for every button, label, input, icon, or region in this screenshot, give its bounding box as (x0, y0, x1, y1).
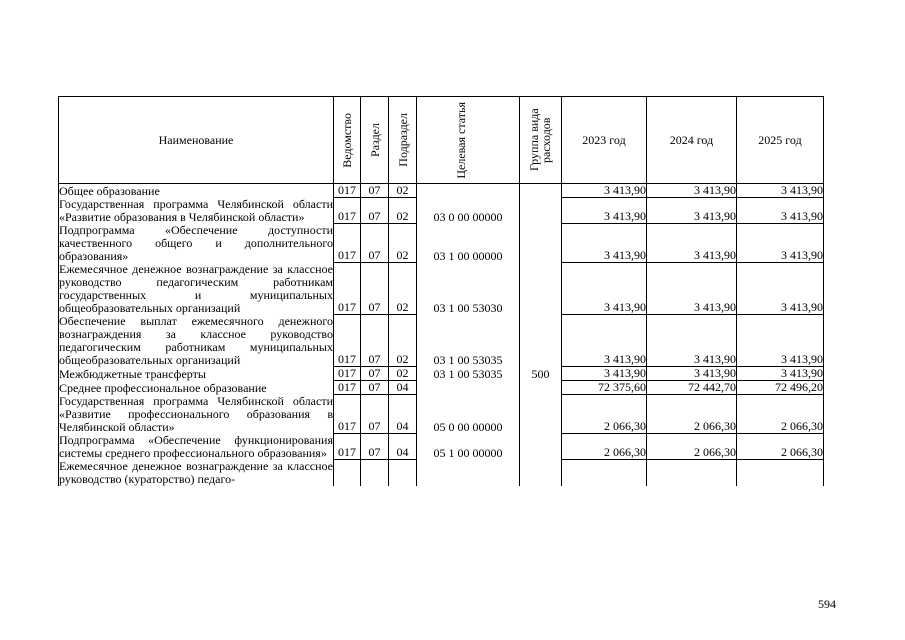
cell-podrazdel: 02 (389, 224, 417, 263)
cell-podrazdel: 02 (389, 184, 417, 198)
cell-2023: 2 066,30 (562, 434, 647, 460)
cell-2025: 3 413,90 (737, 184, 824, 198)
cell-2023: 72 375,60 (562, 381, 647, 395)
cell-target-article (417, 460, 520, 486)
header-target-article: Целевая статья (417, 97, 520, 184)
header-year-2024: 2024 год (647, 97, 737, 184)
cell-razdel: 07 (361, 381, 389, 395)
cell-expense-group: 500 (520, 367, 562, 381)
cell-expense-group (520, 224, 562, 263)
cell-name: Ежемесячное денежное вознаграждение за классное руководство (кураторство) педаго- (59, 458, 333, 486)
page-number: 594 (818, 597, 836, 611)
cell-vedomstvo: 017 (334, 367, 361, 381)
cell-2025: 3 413,90 (737, 224, 824, 263)
cell-2023 (562, 460, 647, 486)
cell-vedomstvo: 017 (334, 198, 361, 224)
cell-podrazdel (389, 460, 417, 486)
cell-name: Государственная программа Челябинской области «Развитие профессионального образования в Челябинской области» (59, 393, 333, 434)
cell-vedomstvo: 017 (334, 434, 361, 460)
cell-2023: 3 413,90 (562, 263, 647, 315)
cell-podrazdel: 02 (389, 198, 417, 224)
cell-2024: 3 413,90 (647, 367, 737, 381)
cell-razdel: 07 (361, 224, 389, 263)
cell-2025 (737, 460, 824, 486)
cell-expense-group (520, 263, 562, 315)
cell-target-article: 05 1 00 00000 (417, 434, 520, 460)
cell-target-article: 03 0 00 00000 (417, 198, 520, 224)
cell-2024: 72 442,70 (647, 381, 737, 395)
cell-2025: 3 413,90 (737, 198, 824, 224)
cell-target-article: 03 1 00 53035 (417, 367, 520, 381)
table-row (59, 395, 824, 434)
table-row (59, 315, 824, 367)
cell-2023: 3 413,90 (562, 198, 647, 224)
cell-razdel: 07 (361, 315, 389, 367)
table-row (59, 381, 824, 395)
cell-2025: 3 413,90 (737, 315, 824, 367)
header-year-2023: 2023 год (562, 97, 647, 184)
cell-razdel: 07 (361, 367, 389, 381)
cell-2025: 2 066,30 (737, 434, 824, 460)
table-row (59, 184, 824, 198)
cell-name: Государственная программа Челябинской области «Развитие образования в Челябинской области» (59, 196, 333, 224)
cell-name: Общее образование (59, 184, 334, 198)
cell-podrazdel: 04 (389, 395, 417, 434)
cell-target-article (417, 184, 520, 198)
cell-vedomstvo: 017 (334, 224, 361, 263)
cell-name: Подпрограмма «Обеспечение доступности качественного общего и дополнительного образования» (59, 222, 333, 263)
cell-razdel (361, 460, 389, 486)
cell-2023: 2 066,30 (562, 395, 647, 434)
cell-razdel: 07 (361, 263, 389, 315)
cell-vedomstvo: 017 (334, 315, 361, 367)
table-row (59, 224, 824, 263)
cell-razdel: 07 (361, 395, 389, 434)
cell-target-article (417, 381, 520, 395)
cell-razdel: 07 (361, 184, 389, 198)
cell-2024: 2 066,30 (647, 395, 737, 434)
cell-podrazdel: 02 (389, 263, 417, 315)
cell-expense-group (520, 315, 562, 367)
cell-2024 (647, 460, 737, 486)
table-row (59, 367, 824, 381)
table-row (59, 198, 824, 224)
cell-vedomstvo (334, 460, 361, 486)
cell-podrazdel: 04 (389, 434, 417, 460)
cell-2024: 3 413,90 (647, 198, 737, 224)
cell-2023: 3 413,90 (562, 367, 647, 381)
cell-vedomstvo: 017 (334, 381, 361, 395)
cell-2025: 3 413,90 (737, 367, 824, 381)
header-vedomstvo: Ведомство (334, 97, 361, 184)
cell-2024: 3 413,90 (647, 224, 737, 263)
cell-target-article: 03 1 00 00000 (417, 224, 520, 263)
cell-2024: 3 413,90 (647, 184, 737, 198)
cell-2024: 2 066,30 (647, 434, 737, 460)
cell-razdel: 07 (361, 434, 389, 460)
cell-2023: 3 413,90 (562, 184, 647, 198)
cell-expense-group (520, 395, 562, 434)
cell-target-article: 03 1 00 53030 (417, 263, 520, 315)
cell-name: Подпрограмма «Обеспечение функционирования системы среднего профессионального образования» (59, 432, 333, 460)
cell-2023: 3 413,90 (562, 315, 647, 367)
header-podrazdel: Подраздел (389, 97, 417, 184)
header-year-2025: 2025 год (737, 97, 824, 184)
table-row (59, 263, 824, 315)
cell-2025: 2 066,30 (737, 395, 824, 434)
cell-expense-group (520, 460, 562, 486)
header-row (59, 97, 824, 184)
cell-target-article: 05 0 00 00000 (417, 395, 520, 434)
cell-2024: 3 413,90 (647, 263, 737, 315)
cell-razdel: 07 (361, 198, 389, 224)
header-expense-group: Группа вида расходов (520, 97, 562, 184)
cell-name: Обеспечение выплат ежемесячного денежного вознаграждения за классное руководство педагогическим работникам муниципальных общеобразовательных организаций (59, 313, 333, 367)
cell-2023: 3 413,90 (562, 224, 647, 263)
cell-expense-group (520, 381, 562, 395)
cell-expense-group (520, 184, 562, 198)
cell-podrazdel: 02 (389, 315, 417, 367)
cell-2025: 72 496,20 (737, 381, 824, 395)
cell-podrazdel: 02 (389, 367, 417, 381)
cell-expense-group (520, 198, 562, 224)
cell-2025: 3 413,90 (737, 263, 824, 315)
budget-table-container (58, 96, 824, 486)
cell-name: Ежемесячное денежное вознаграждение за классное руководство педагогическим работникам государственных и муниципальных общеобразовательных организаций (59, 261, 333, 315)
header-razdel: Раздел (361, 97, 389, 184)
cell-vedomstvo: 017 (334, 184, 361, 198)
cell-expense-group (520, 434, 562, 460)
budget-table (58, 96, 824, 486)
cell-vedomstvo: 017 (334, 263, 361, 315)
cell-podrazdel: 04 (389, 381, 417, 395)
header-name: Наименование (59, 97, 334, 184)
cell-name: Среднее профессиональное образование (59, 381, 334, 395)
cell-2024: 3 413,90 (647, 315, 737, 367)
table-row (59, 434, 824, 460)
table-row (59, 460, 824, 486)
cell-name: Межбюджетные трансферты (59, 367, 334, 381)
cell-vedomstvo: 017 (334, 395, 361, 434)
cell-target-article: 03 1 00 53035 (417, 315, 520, 367)
